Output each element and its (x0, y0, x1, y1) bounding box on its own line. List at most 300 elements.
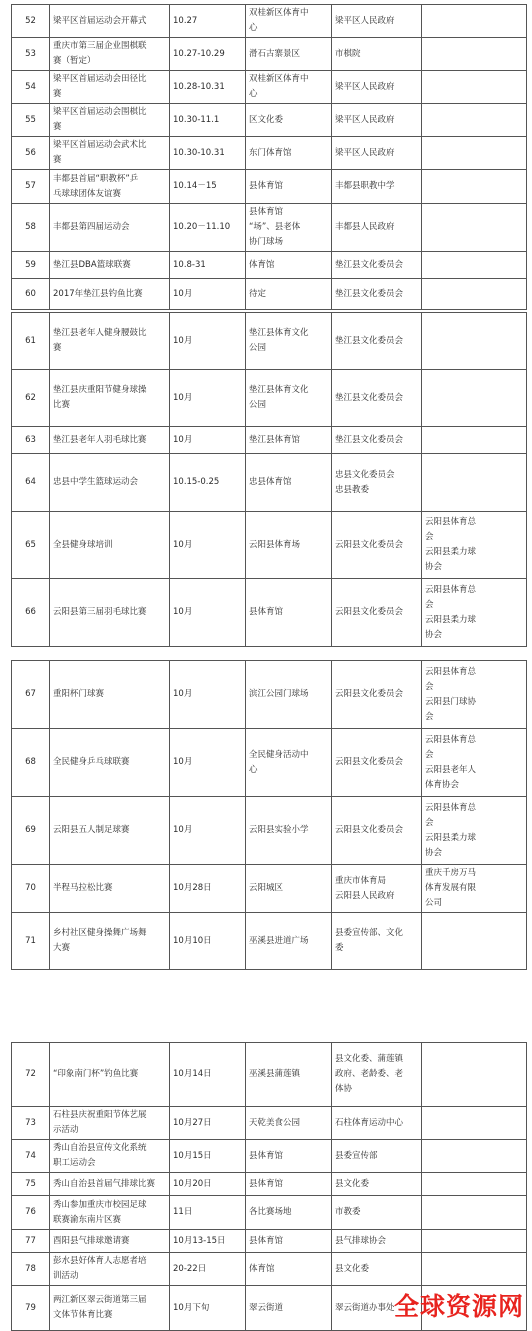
cell-org (332, 370, 422, 427)
cell-text: 各比赛场地 (249, 1207, 292, 1217)
cell-text: 心 (249, 89, 258, 99)
cell-text: 10.30-10.31 (173, 147, 225, 158)
cell-org (332, 313, 422, 370)
cell-text: 翠云街道办事处 (335, 1302, 395, 1313)
cell-text: 公司 (425, 898, 443, 908)
table-row (12, 1043, 527, 1107)
cell-text: 体育馆 (249, 1263, 275, 1274)
cell-org (332, 427, 422, 454)
cell-venue (246, 370, 332, 427)
cell-number: 72 (12, 1043, 50, 1107)
cell-text: 全县健身球培训 (53, 539, 113, 550)
cell-text: 11日 (173, 1207, 193, 1217)
cell-number: 60 (12, 279, 50, 310)
cell-text: 赛 (53, 89, 62, 99)
table-row (12, 1196, 527, 1230)
cell-event (50, 1196, 170, 1230)
cell-extra (422, 512, 527, 579)
cell-text: 丰都县职教中学 (335, 181, 395, 191)
cell-text: 协会 (425, 562, 443, 572)
cell-event (50, 370, 170, 427)
cell-text: 会 (425, 532, 434, 542)
cell-date (170, 1286, 246, 1331)
cell-text: 县体育馆 (249, 207, 284, 217)
cell-extra (422, 170, 527, 204)
cell-text: 云阳县第三届羽毛球比赛 (53, 607, 147, 617)
cell-text: 10.15-0.25 (173, 477, 220, 487)
cell-text: 忠县中学生篮球运动会 (53, 477, 139, 487)
cell-text: 示活动 (53, 1125, 79, 1135)
cell-date (170, 1173, 246, 1196)
cell-event (50, 865, 170, 913)
cell-org (332, 1196, 422, 1230)
cell-text: 云阳城区 (249, 883, 284, 893)
cell-date (170, 797, 246, 865)
cell-text: 云阳县体育总 (425, 584, 477, 595)
cell-text: 赛 (53, 155, 62, 165)
cell-venue (246, 5, 332, 38)
cell-extra (422, 104, 527, 137)
cell-org (332, 38, 422, 71)
cell-text: 10月 (173, 825, 193, 835)
cell-text: “印象南门杯”钓鱼比赛 (53, 1069, 139, 1079)
cell-text: 县文化委 (335, 1178, 370, 1189)
cell-venue (246, 38, 332, 71)
cell-date (170, 370, 246, 427)
cell-event (50, 313, 170, 370)
cell-text: 云阳县五人制足球赛 (53, 825, 130, 835)
cell-text: 梁平区人民政府 (335, 147, 395, 158)
cell-text: 协会 (425, 629, 443, 640)
cell-extra (422, 1230, 527, 1253)
cell-text: 10月27日 (173, 1117, 212, 1128)
cell-date (170, 252, 246, 279)
cell-text: 双桂新区体育中 (249, 74, 309, 84)
cell-event (50, 512, 170, 579)
cell-date (170, 71, 246, 104)
cell-extra (422, 1253, 527, 1286)
cell-text: 县体育馆 (249, 181, 284, 191)
cell-text: 公园 (249, 400, 267, 410)
cell-text: 10月15日 (173, 1150, 212, 1161)
cell-extra (422, 913, 527, 970)
cell-venue (246, 313, 332, 370)
cell-text: 10.28-10.31 (173, 81, 225, 92)
cell-text: 垫江县老年人健身腰鼓比 (53, 328, 147, 338)
cell-org (332, 204, 422, 252)
cell-venue (246, 1107, 332, 1140)
cell-date (170, 913, 246, 970)
cell-text: 县气排球协会 (335, 1235, 387, 1246)
cell-date (170, 1140, 246, 1173)
cell-org (332, 1043, 422, 1107)
cell-org (332, 170, 422, 204)
cell-text: 委 (335, 943, 344, 953)
cell-text: 云阳县实验小学 (249, 825, 309, 835)
cell-text: 体协 (335, 1084, 353, 1094)
cell-org (332, 137, 422, 170)
cell-venue (246, 729, 332, 797)
cell-text: 云阳县人民政府 (335, 890, 395, 901)
cell-text: 垫江县文化委员会 (335, 392, 404, 403)
cell-number: 58 (12, 204, 50, 252)
cell-event (50, 1043, 170, 1107)
cell-text: 会 (425, 749, 434, 760)
cell-text: 联赛渝东南片区赛 (53, 1214, 122, 1225)
cell-event (50, 729, 170, 797)
table-row (12, 1173, 527, 1196)
table-row (12, 1253, 527, 1286)
cell-extra (422, 729, 527, 797)
cell-text: 垫江县文化委员会 (335, 288, 404, 299)
cell-event (50, 5, 170, 38)
cell-text: 2017年垫江县钓鱼比赛 (53, 288, 143, 299)
cell-text: 大赛 (53, 943, 71, 953)
cell-date (170, 1230, 246, 1253)
cell-text: 心 (249, 23, 258, 33)
cell-text: 10.27-10.29 (173, 48, 225, 59)
cell-number: 70 (12, 865, 50, 913)
cell-extra (422, 252, 527, 279)
cell-text: 10月10日 (173, 935, 212, 946)
cell-text: 10月 (173, 335, 193, 346)
cell-text: 垫江县老年人羽毛球比赛 (53, 434, 147, 445)
cell-number: 57 (12, 170, 50, 204)
cell-org (332, 913, 422, 970)
cell-text: 10月28日 (173, 883, 212, 893)
cell-venue (246, 454, 332, 512)
cell-number: 64 (12, 454, 50, 512)
cell-text: 云阳县文化委员会 (335, 825, 404, 835)
cell-text: 10.30-11.1 (173, 114, 220, 125)
cell-event (50, 1253, 170, 1286)
cell-text: 忠县文化委员会 (335, 469, 395, 480)
cell-number: 71 (12, 913, 50, 970)
cell-event (50, 454, 170, 512)
cell-number: 69 (12, 797, 50, 865)
table-row (12, 661, 527, 729)
cell-text: 全民健身乒乓球联赛 (53, 757, 130, 767)
cell-number: 67 (12, 661, 50, 729)
cell-text: 10月13-15日 (173, 1235, 226, 1246)
cell-text: 忠县体育馆 (249, 477, 292, 487)
cell-text: 垫江县体育文化 (249, 328, 309, 338)
cell-text: 会 (425, 681, 434, 692)
cell-org (332, 71, 422, 104)
cell-text: 10月 (173, 434, 193, 445)
cell-event (50, 427, 170, 454)
cell-venue (246, 1140, 332, 1173)
cell-text: 巫溪县蒲莲镇 (249, 1069, 301, 1079)
cell-org (332, 252, 422, 279)
cell-text: 云阳县柔力球 (425, 832, 477, 843)
cell-date (170, 104, 246, 137)
cell-date (170, 1196, 246, 1230)
cell-extra (422, 579, 527, 647)
cell-venue (246, 104, 332, 137)
cell-date (170, 729, 246, 797)
cell-text: 滨江公园门球场 (249, 689, 309, 699)
cell-extra (422, 1196, 527, 1230)
cell-text: 垫江县DBA篮球联赛 (53, 259, 131, 270)
table-row (12, 170, 527, 204)
cell-text: 梁平区首届运动会开幕式 (53, 15, 147, 26)
cell-text: 天乾美食公园 (249, 1117, 301, 1128)
cell-org (332, 1230, 422, 1253)
cell-text: 云阳县柔力球 (425, 614, 477, 625)
cell-extra (422, 137, 527, 170)
cell-text: 区文化委 (249, 114, 284, 125)
cell-text: 体育馆 (249, 259, 275, 270)
cell-extra (422, 797, 527, 865)
cell-text: 体育发展有限 (425, 883, 477, 893)
cell-extra (422, 427, 527, 454)
cell-event (50, 661, 170, 729)
cell-number: 68 (12, 729, 50, 797)
cell-number: 59 (12, 252, 50, 279)
cell-org (332, 1140, 422, 1173)
cell-text: 垫江县文化委员会 (335, 434, 404, 445)
cell-text: 县委宣传部 (335, 1150, 378, 1161)
cell-venue (246, 1196, 332, 1230)
cell-text: 比赛 (53, 400, 71, 410)
cell-extra (422, 279, 527, 310)
cell-text: 梁平区首届运动会武术比 (53, 140, 147, 150)
cell-event (50, 913, 170, 970)
cell-date (170, 1043, 246, 1107)
cell-text: 会 (425, 599, 434, 610)
cell-text: 重庆市体育局 (335, 875, 387, 886)
cell-number: 52 (12, 5, 50, 38)
cell-text: 10月 (173, 689, 193, 699)
table-segment-2 (11, 312, 526, 647)
cell-text: 翠云街道 (249, 1302, 284, 1313)
cell-date (170, 1107, 246, 1140)
cell-text: 20-22日 (173, 1263, 207, 1274)
cell-number: 79 (12, 1286, 50, 1331)
cell-org (332, 1253, 422, 1286)
cell-text: 10月 (173, 539, 193, 550)
cell-event (50, 137, 170, 170)
table-row (12, 1140, 527, 1173)
table-segment-3 (11, 660, 526, 970)
cell-text: 梁平区人民政府 (335, 81, 395, 92)
cell-date (170, 170, 246, 204)
cell-event (50, 1107, 170, 1140)
cell-text: 东门体育馆 (249, 147, 292, 158)
cell-text: 赛（暂定） (53, 56, 96, 66)
cell-text: 半程马拉松比赛 (53, 883, 113, 893)
cell-text: 云阳县文化委员会 (335, 757, 404, 767)
activity-table (11, 312, 527, 647)
cell-text: “场”、县老体 (249, 222, 301, 232)
cell-venue (246, 797, 332, 865)
cell-text: 县委宣传部、文化 (335, 928, 404, 938)
cell-text: 秀山自治县宣传文化系统 (53, 1143, 147, 1153)
cell-text: 政府、老龄委、老 (335, 1069, 404, 1079)
cell-date (170, 865, 246, 913)
table-row (12, 913, 527, 970)
cell-text: 云阳县体育总 (425, 666, 477, 677)
cell-number: 73 (12, 1107, 50, 1140)
cell-number: 53 (12, 38, 50, 71)
cell-org (332, 729, 422, 797)
cell-text: 协会 (425, 847, 443, 858)
cell-text: 重庆市第三届企业围棋联 (53, 41, 147, 51)
cell-text: 彭水县好体育人志愿者培 (53, 1256, 147, 1266)
cell-text: 县体育馆 (249, 1235, 284, 1246)
cell-number: 62 (12, 370, 50, 427)
cell-text: 酉阳县气排球邀请赛 (53, 1235, 130, 1246)
cell-date (170, 279, 246, 310)
cell-extra (422, 204, 527, 252)
cell-text: 云阳县体育场 (249, 539, 301, 550)
cell-number: 74 (12, 1140, 50, 1173)
cell-extra (422, 71, 527, 104)
cell-number: 77 (12, 1230, 50, 1253)
cell-text: 垫江县庆重阳节健身球操 (53, 385, 147, 395)
cell-text: 县文化委、蒲莲镇 (335, 1054, 404, 1064)
cell-event (50, 1286, 170, 1331)
cell-text: 丰都县首届“职教杯”乒 (53, 173, 139, 184)
cell-text: 云阳县体育总 (425, 517, 477, 527)
cell-text: 重阳杯门球赛 (53, 689, 105, 699)
cell-org (332, 797, 422, 865)
activity-table (11, 660, 527, 970)
cell-venue (246, 204, 332, 252)
cell-date (170, 204, 246, 252)
cell-text: 10.20－11.10 (173, 222, 231, 232)
table-row (12, 1230, 527, 1253)
table-row (12, 279, 527, 310)
cell-text: 滑石古寨景区 (249, 48, 301, 59)
cell-venue (246, 71, 332, 104)
cell-text: 梁平区首届运动会围棋比 (53, 107, 147, 117)
cell-text: 县体育馆 (249, 607, 284, 617)
cell-text: 云阳县文化委员会 (335, 607, 404, 617)
table-row (12, 104, 527, 137)
cell-text: 体育协会 (425, 779, 460, 790)
cell-text: 10月20日 (173, 1178, 212, 1189)
cell-text: 市教委 (335, 1207, 361, 1217)
cell-org (332, 865, 422, 913)
cell-org (332, 104, 422, 137)
cell-text: 协门球场 (249, 237, 284, 247)
table-row (12, 512, 527, 579)
cell-text: 云阳县文化委员会 (335, 539, 404, 550)
cell-date (170, 512, 246, 579)
cell-venue (246, 427, 332, 454)
cell-date (170, 313, 246, 370)
cell-date (170, 579, 246, 647)
cell-date (170, 427, 246, 454)
cell-extra (422, 1043, 527, 1107)
table-row (12, 579, 527, 647)
cell-text: 云阳县柔力球 (425, 547, 477, 557)
table-row (12, 427, 527, 454)
cell-event (50, 204, 170, 252)
table-row (12, 137, 527, 170)
cell-text: 训活动 (53, 1271, 79, 1281)
cell-venue (246, 579, 332, 647)
cell-date (170, 5, 246, 38)
cell-venue (246, 661, 332, 729)
cell-extra (422, 38, 527, 71)
cell-text: 两江新区翠云街道第三届 (53, 1295, 147, 1305)
cell-text: 垫江县体育馆 (249, 434, 301, 445)
cell-text: 云阳县文化委员会 (335, 689, 404, 699)
cell-text: 双桂新区体育中 (249, 8, 309, 18)
cell-text: 待定 (249, 288, 267, 299)
cell-text: 县体育馆 (249, 1178, 284, 1189)
table-row (12, 5, 527, 38)
cell-text: 忠县教委 (335, 484, 370, 495)
cell-text: 职工运动会 (53, 1158, 96, 1168)
table-row (12, 370, 527, 427)
cell-venue (246, 1286, 332, 1331)
cell-text: 赛 (53, 122, 62, 132)
cell-text: 赛 (53, 343, 62, 353)
cell-extra (422, 1173, 527, 1196)
table-row (12, 204, 527, 252)
cell-event (50, 170, 170, 204)
cell-event (50, 797, 170, 865)
cell-org (332, 279, 422, 310)
cell-date (170, 1253, 246, 1286)
cell-number: 56 (12, 137, 50, 170)
cell-text: 石柱体育运动中心 (335, 1117, 404, 1128)
cell-text: 云阳县体育总 (425, 802, 477, 813)
cell-venue (246, 279, 332, 310)
cell-org (332, 454, 422, 512)
cell-text: 梁平区人民政府 (335, 15, 395, 26)
cell-text: 云阳县门球协 (425, 696, 477, 707)
activity-table (11, 4, 527, 310)
cell-number: 75 (12, 1173, 50, 1196)
table-row (12, 38, 527, 71)
cell-number: 76 (12, 1196, 50, 1230)
cell-extra (422, 865, 527, 913)
cell-text: 10月 (173, 288, 193, 299)
cell-venue (246, 137, 332, 170)
cell-number: 61 (12, 313, 50, 370)
cell-text: 乓球球团体友谊赛 (53, 188, 122, 199)
cell-org (332, 512, 422, 579)
table-row (12, 454, 527, 512)
cell-text: 垫江县文化委员会 (335, 335, 404, 346)
cell-event (50, 1173, 170, 1196)
cell-event (50, 1140, 170, 1173)
table-row (12, 252, 527, 279)
cell-text: 会 (425, 711, 434, 722)
cell-venue (246, 512, 332, 579)
cell-text: 秀山参加重庆市校园足球 (53, 1199, 147, 1210)
cell-event (50, 252, 170, 279)
cell-text: 10.8-31 (173, 259, 206, 270)
cell-text: 石柱县庆祝重阳节体艺展 (53, 1110, 147, 1120)
cell-venue (246, 865, 332, 913)
cell-text: 市棋院 (335, 48, 361, 59)
cell-venue (246, 1043, 332, 1107)
cell-text: 秀山自治县首届气排球比赛 (53, 1178, 156, 1189)
table-row (12, 71, 527, 104)
cell-extra (422, 454, 527, 512)
cell-extra (422, 313, 527, 370)
cell-text: 梁平区人民政府 (335, 114, 395, 125)
cell-text: 10月下旬 (173, 1302, 210, 1313)
cell-event (50, 38, 170, 71)
cell-venue (246, 1173, 332, 1196)
